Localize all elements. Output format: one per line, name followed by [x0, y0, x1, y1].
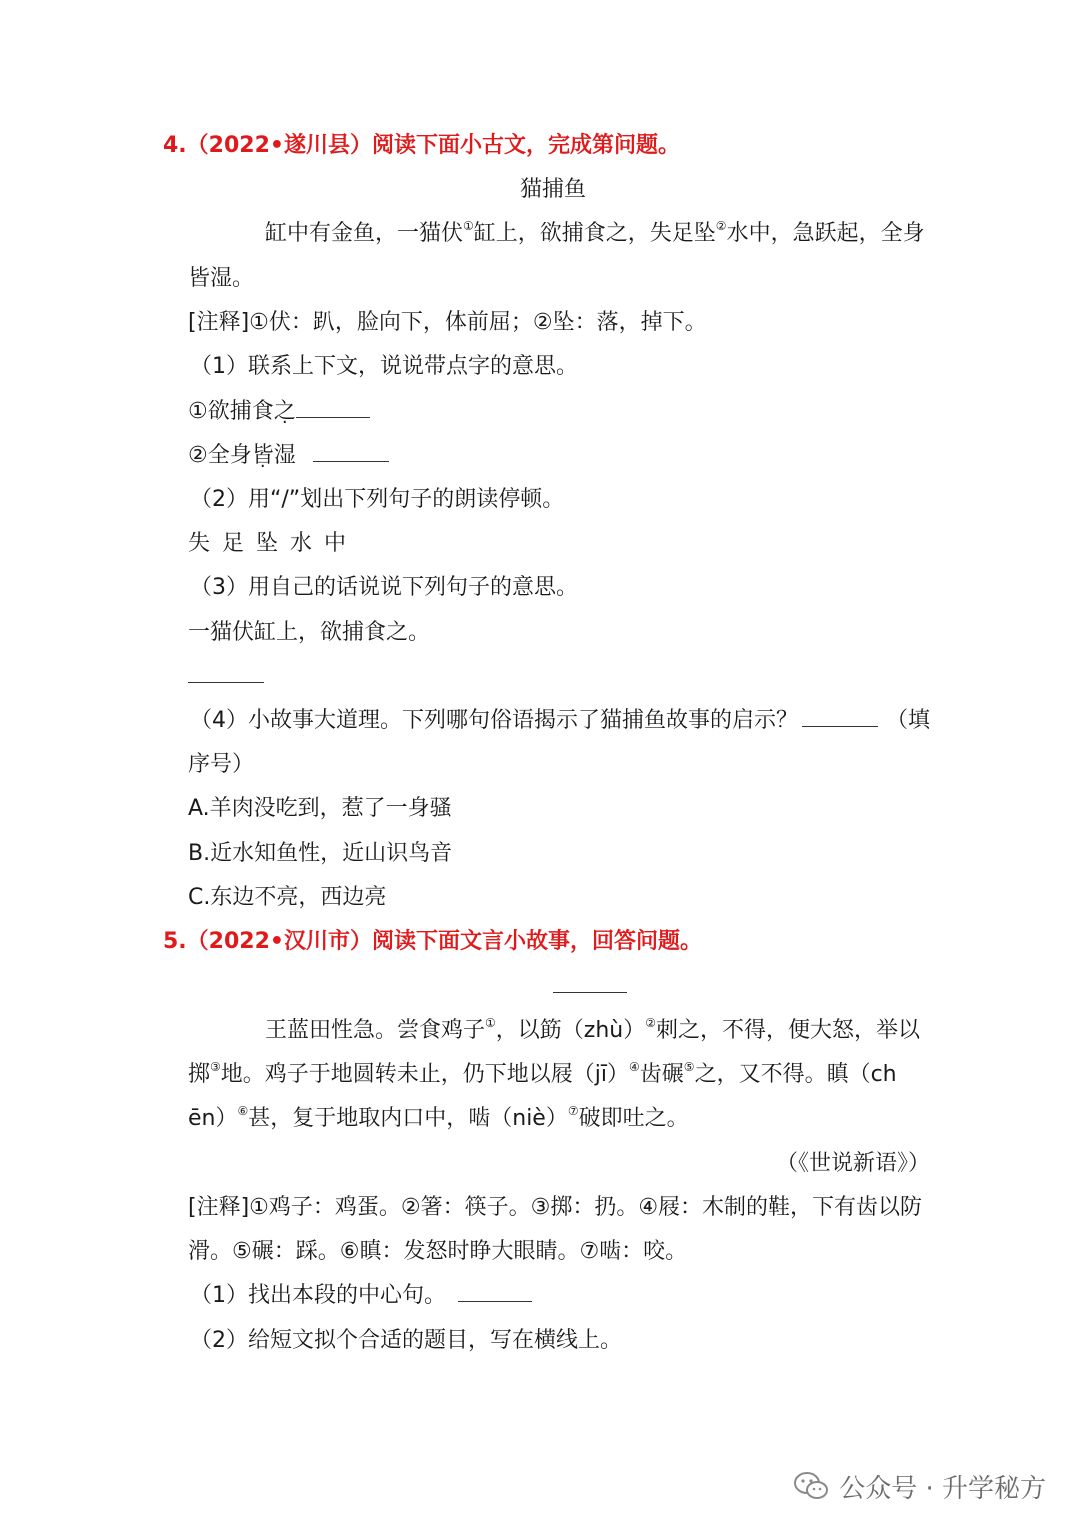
- q4-sub1-item1: ①欲捕食之: [188, 397, 370, 427]
- q5-passage-line1: 王蓝田性急。尝食鸡子①，以筯（zhù）②刺之，不得，便大怒，举以: [265, 1016, 920, 1043]
- watermark: [793, 1466, 1046, 1506]
- q5-heading: 5.（2022•汉川市）阅读下面文言小故事，回答问题。: [163, 929, 702, 954]
- q5-source: （《世说新语》）: [776, 1151, 931, 1176]
- q4-sub4-cont: 序号）: [188, 752, 255, 777]
- q4-passage-line2: 皆湿。: [188, 266, 255, 291]
- q5-passage-line3: ēn）⑥甚，复于地取内口中，啮（niè）⑦破即吐之。: [188, 1104, 689, 1131]
- answer-blank[interactable]: [313, 441, 389, 462]
- q5-passage-line2: 掷③地。鸡子于地圆转未止，仍下地以屐（jī）④齿碾⑤之，又不得。瞋（ch: [188, 1060, 897, 1087]
- q4-note: [注释]①伏：趴，脸向下，体前屈；②坠：落，掉下。: [188, 310, 707, 335]
- q4-heading: 4.（2022•遂川县）阅读下面小古文，完成第问题。: [163, 133, 680, 158]
- q5-sub2: （2）给短文拟个合适的题目，写在横线上。: [190, 1328, 622, 1353]
- q4-title: 猫捕鱼: [520, 177, 587, 202]
- answer-blank[interactable]: [296, 397, 370, 418]
- q4-option-b: B.近水知鱼性，近山识鸟音: [188, 841, 453, 866]
- q5-note-line2: 滑。⑤碾：踩。⑥瞋：发怒时睁大眼睛。⑦啮：咬。: [188, 1239, 688, 1264]
- watermark-text: 公众号 · 升学秘方: [839, 1473, 1046, 1504]
- answer-blank[interactable]: [553, 972, 627, 993]
- q5-sub1: （1）找出本段的中心句。: [190, 1281, 532, 1311]
- q4-sub4: （4）小故事大道理。下列哪句俗语揭示了猫捕鱼故事的启示？ （填: [190, 708, 931, 733]
- q4-sub3-sentence: 一猫伏缸上，欲捕食之。: [188, 620, 431, 645]
- q5-note-line1: [注释]①鸡子：鸡蛋。②箸：筷子。③掷：扔。④屐：木制的鞋，下有齿以防: [188, 1195, 923, 1220]
- q4-sub2-sentence: 失足坠水中: [188, 531, 359, 556]
- q4-option-a: A.羊肉没吃到，惹了一身骚: [188, 796, 452, 821]
- answer-blank[interactable]: [458, 1281, 532, 1302]
- answer-blank[interactable]: [802, 706, 878, 727]
- q4-sub3-answer: [188, 662, 264, 692]
- wechat-icon: [793, 1471, 829, 1501]
- answer-blank[interactable]: [188, 662, 264, 683]
- q4-sub2: （2）用“/”划出下列句子的朗读停顿。: [190, 487, 565, 512]
- q5-title-blank: [553, 972, 627, 1002]
- q4-sub3: （3）用自己的话说说下列句子的意思。: [190, 575, 578, 600]
- q4-sub1: （1）联系上下文，说说带点字的意思。: [190, 354, 578, 379]
- q4-passage-line1: 缸中有金鱼，一猫伏①缸上，欲捕食之，失足坠②水中，急跃起，全身: [265, 219, 925, 246]
- q4-option-c: C.东边不亮，西边亮: [188, 885, 387, 910]
- q4-sub1-item2: ②全身皆湿: [188, 441, 389, 471]
